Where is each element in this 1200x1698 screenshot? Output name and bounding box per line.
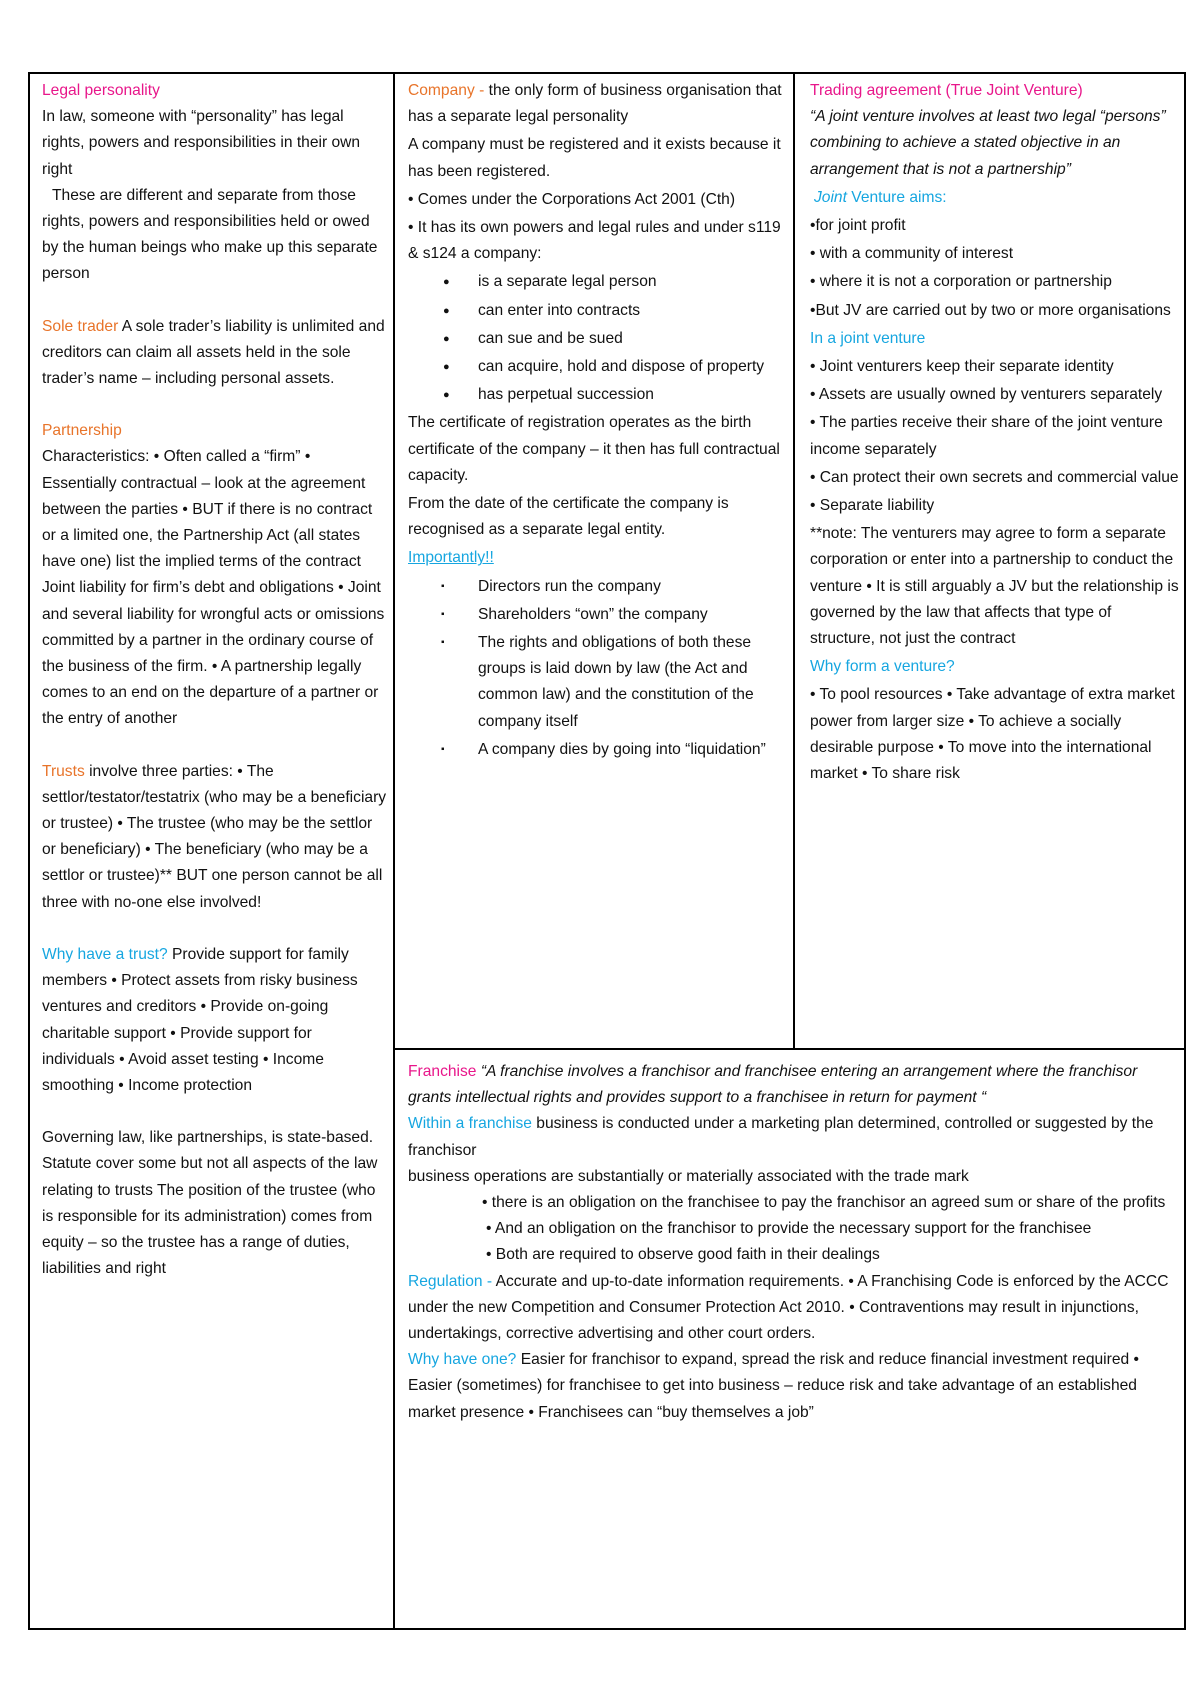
sole-trader-text: A sole trader’s liability is unlimited and creditors can claim all assets held in the sole trader’s name – including personal assets. [42, 317, 385, 388]
list-item: ▪ The rights and obligations of both these groups is laid down by law (the Act and common law) and the constitution of the company itself [478, 630, 784, 735]
trusts-heading: Trusts [42, 762, 85, 780]
obligation-franchisee: • there is an obligation on the franchisee to pay the franchisor an agreed sum or share of the profits [482, 1194, 1166, 1212]
franchise-section [408, 1059, 1176, 1426]
company-heading: Company - [408, 82, 485, 99]
list-item: ▪ A company dies by going into “liquidation” [478, 737, 784, 763]
list-item: • Separate liability [810, 497, 935, 515]
list-item: • Assets are usually owned by venturers separately [810, 386, 1163, 404]
trading-agreement-heading: Trading agreement (True Joint Venture) [810, 82, 1083, 99]
partnership-heading: Partnership [42, 422, 122, 440]
regulation-heading: Regulation - [408, 1272, 493, 1290]
certificate-text: The certificate of registration operates as the birth certificate of the company – it then has full contractual capacity. [408, 414, 780, 484]
jv-aims-heading-a: Joint [814, 188, 847, 206]
company-powers: • It has its own powers and legal rules and under s119 & s124 a company: [408, 219, 781, 263]
list-item: ▪ Shareholders “own” the company [478, 602, 784, 628]
list-item: ● has perpetual succession [478, 382, 784, 408]
within-franchise-paragraph [408, 1111, 1176, 1163]
list-item: •for joint profit [810, 217, 906, 235]
within-franchise-text: business is conducted under a marketing plan determined, controlled or suggested by the franchisor [408, 1115, 1154, 1159]
list-item: • where it is not a corporation or partnership [810, 273, 1112, 291]
regulation-text: Accurate and up-to-date information requirements. • A Franchising Code is enforced by the ACCC under the new Competition and Consumer Protection Act 2010. • Contraventions may result in injunctions, undertakings, corrective advertising and other court orders. [408, 1272, 1169, 1343]
why-franchise-paragraph [408, 1347, 1176, 1426]
franchise-heading: Franchise [408, 1063, 477, 1080]
list-item: ● is a separate legal person [478, 269, 784, 295]
governing-law-text: Governing law, like partnerships, is state-based. Statute cover some but not all aspects of the law relating to trusts The position of the trustee (who is responsible for its administration) comes from equity – so the trustee has a range of duties, liabilities and right [42, 1129, 378, 1278]
column-joint-venture [810, 78, 1180, 787]
company-powers-list [408, 269, 784, 408]
franchise-intro [408, 1059, 1176, 1111]
sole-trader-paragraph [42, 314, 388, 393]
why-trust-paragraph [42, 942, 388, 1099]
partnership-liability: Joint liability for firm’s debt and obligations • Joint and several liability for wrongful acts or omissions committed by a partner in the ordinary course of the business of the firm. • A partnership legally comes to an end on the departure of a partner or the entry of another [42, 579, 385, 728]
list-item: ● can enter into contracts [478, 298, 784, 324]
partnership-characteristics: Characteristics: • Often called a “firm” • Essentially contractual – look at the agreement between the parties • BUT if there is no contract or a limited one, the Partnership Act (all states have one) list the implied terms of the contract [42, 448, 373, 571]
list-item: ● can sue and be sued [478, 326, 784, 352]
trusts-paragraph [42, 759, 388, 916]
row-divider [393, 1048, 1186, 1050]
good-faith: • Both are required to observe good faith in their dealings [486, 1246, 880, 1264]
trade-mark-text: business operations are substantially or materially associated with the trade mark [408, 1167, 969, 1185]
list-item: ● can acquire, hold and dispose of property [478, 354, 784, 380]
regulation-paragraph [408, 1269, 1176, 1348]
joint-venture-quote: “A joint venture involves at least two legal “persons” combining to achieve a stated objective in an arrangement that is not a partnership” [810, 108, 1166, 178]
company-registered: A company must be registered and it exists because it has been registered. [408, 136, 781, 180]
jv-note: **note: The venturers may agree to form a separate corporation or enter into a partnership to conduct the venture • It is still arguably a JV but the relationship is governed by the law that affects that type of structure, not just the contract [810, 525, 1179, 648]
why-venture-heading: Why form a venture? [810, 658, 955, 676]
obligation-franchisor: • And an obligation on the franchisor to provide the necessary support for the franchisee [486, 1220, 1092, 1238]
legal-personality-text: In law, someone with “personality” has legal rights, powers and responsibilities in their own right [42, 108, 361, 178]
list-item: • with a community of interest [810, 245, 1014, 263]
list-item: ▪ Directors run the company [478, 574, 784, 600]
jv-aims-heading [810, 185, 1180, 211]
list-item: • Joint venturers keep their separate identity [810, 358, 1114, 376]
in-jv-heading: In a joint venture [810, 329, 926, 347]
legal-personality-heading: Legal personality [42, 82, 160, 99]
column-divider-2 [793, 72, 795, 1049]
list-item: •But JV are carried out by two or more organisations [810, 301, 1171, 319]
legal-personality-text-2: These are different and separate from those rights, powers and responsibilities held or owed by the human beings who make up this separate person [42, 186, 378, 283]
why-franchise-heading: Why have one? [408, 1351, 517, 1369]
sole-trader-heading: Sole trader [42, 317, 119, 335]
list-item: • Can protect their own secrets and commercial value [810, 468, 1179, 486]
list-item: • The parties receive their share of the joint venture income separately [810, 414, 1163, 458]
within-franchise-heading: Within a franchise [408, 1115, 532, 1133]
column-divider-1 [393, 72, 395, 1630]
from-date-text: From the date of the certificate the company is recognised as a separate legal entity. [408, 495, 729, 539]
important-list [408, 574, 784, 763]
corporations-act: • Comes under the Corporations Act 2001 (Cth) [408, 190, 736, 208]
column-company [408, 78, 784, 765]
company-intro-paragraph [408, 78, 784, 130]
importantly-heading: Importantly!! [408, 549, 494, 567]
jv-aims-heading-b: Venture aims: [851, 188, 947, 206]
column-legal-structures [42, 78, 388, 1282]
company-intro: the only form of business organisation that has a separate legal personality [408, 82, 782, 126]
franchise-quote: “A franchise involves a franchisor and franchisee entering an arrangement where the franchisor grants intellectual rights and provides support to a franchisee in return for payment “ [408, 1063, 1138, 1107]
why-trust-heading: Why have a trust? [42, 945, 168, 963]
why-venture-text: • To pool resources • Take advantage of extra market power from larger size • To achieve a socially desirable purpose • To move into the international market • To share risk [810, 686, 1175, 783]
why-trust-text: Provide support for family members • Protect assets from risky business ventures and creditors • Provide on-going charitable support • Provide support for individuals • Avoid asset testing • Income smoothing • Income protection [42, 945, 358, 1094]
trusts-text: involve three parties: • The settlor/testator/testatrix (who may be a beneficiary or trustee) • The trustee (who may be the settlor or beneficiary) • The beneficiary (who may be a settlor or trustee)** BUT one person cannot be all three with no-one else involved! [42, 762, 387, 911]
why-franchise-text: Easier for franchisor to expand, spread the risk and reduce financial investment required • Easier (sometimes) for franchisee to get into business – reduce risk and take advantage of an established market presence • Franchisees can “buy themselves a job” [408, 1351, 1139, 1421]
